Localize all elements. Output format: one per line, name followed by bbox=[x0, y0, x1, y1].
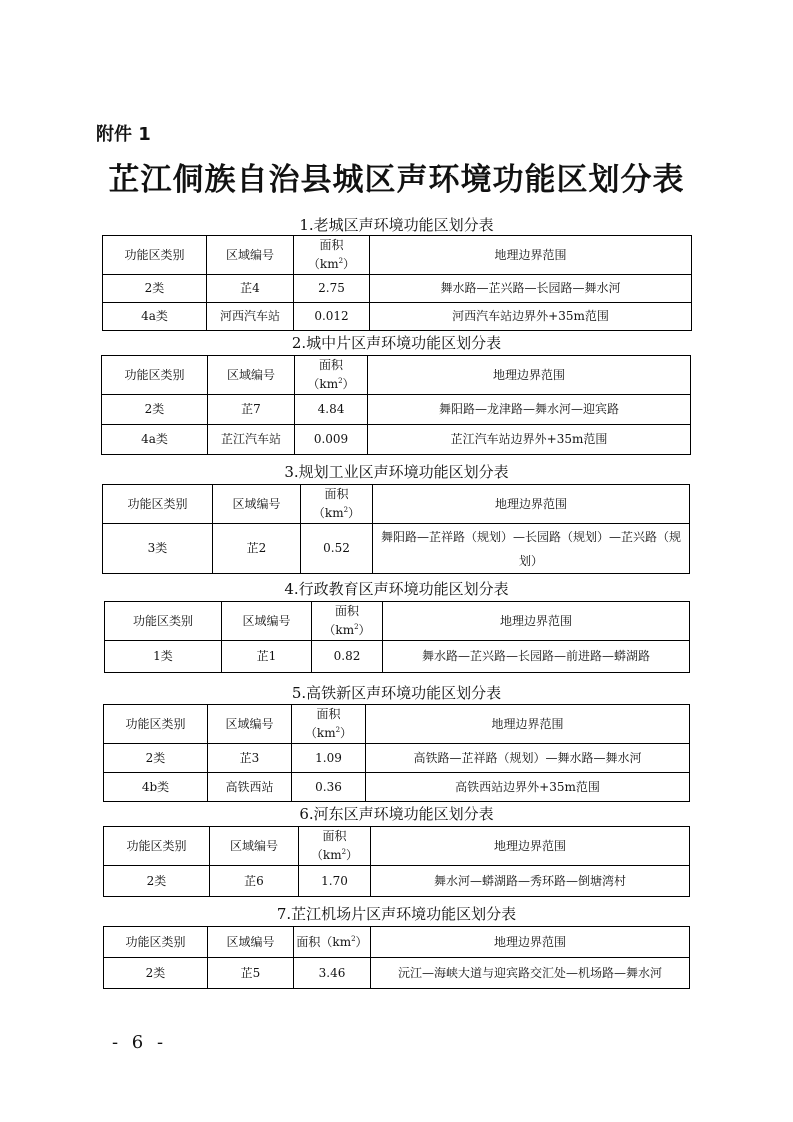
header-category: 功能区类别 bbox=[103, 236, 207, 275]
table-section-1 bbox=[102, 235, 692, 331]
header-area: 面积$(km^2)$ bbox=[295, 356, 368, 395]
table-row bbox=[104, 958, 690, 989]
cell-area: 0.009 bbox=[295, 425, 368, 455]
cell-category: 2类 bbox=[104, 958, 208, 989]
header-area: 面积$(km^2)$ bbox=[312, 602, 383, 641]
cell-boundary: 高铁西站边界外+35m范围 bbox=[366, 773, 690, 802]
table-section-7 bbox=[103, 926, 690, 989]
table-row bbox=[104, 773, 690, 802]
cell-area: 2.75 bbox=[294, 275, 370, 303]
header-category: 功能区类别 bbox=[103, 485, 213, 524]
table-row bbox=[103, 275, 692, 303]
section-title: 1.老城区声环境功能区划分表 bbox=[299, 216, 494, 234]
table-section-6 bbox=[103, 826, 690, 897]
section-title: 7.芷江机场片区声环境功能区划分表 bbox=[276, 905, 517, 923]
table-header-row bbox=[105, 602, 690, 641]
cell-zone-id: 芷3 bbox=[208, 744, 292, 773]
header-category: 功能区类别 bbox=[104, 927, 208, 958]
cell-area: 0.012 bbox=[294, 303, 370, 331]
header-zone-id: 区域编号 bbox=[208, 705, 292, 744]
header-category: 功能区类别 bbox=[104, 705, 208, 744]
table-section-2 bbox=[101, 355, 691, 455]
table-section-5 bbox=[103, 704, 690, 802]
header-zone-id: 区域编号 bbox=[208, 927, 294, 958]
cell-zone-id: 芷江汽车站 bbox=[208, 425, 295, 455]
header-category: 功能区类别 bbox=[105, 602, 222, 641]
cell-area: 0.52 bbox=[301, 524, 373, 574]
table-row bbox=[102, 425, 691, 455]
cell-area: 3.46 bbox=[294, 958, 371, 989]
cell-category: 3类 bbox=[103, 524, 213, 574]
cell-boundary: 舞水路—芷兴路—长园路—舞水河 bbox=[370, 275, 692, 303]
cell-boundary: 舞水路—芷兴路—长园路—前进路—蟒湖路 bbox=[383, 641, 690, 673]
cell-zone-id: 高铁西站 bbox=[208, 773, 292, 802]
cell-boundary: 沅江—海峡大道与迎宾路交汇处—机场路—舞水河 bbox=[371, 958, 690, 989]
header-boundary: 地理边界范围 bbox=[383, 602, 690, 641]
cell-category: 1类 bbox=[105, 641, 222, 673]
table-row bbox=[103, 303, 692, 331]
table-header-row bbox=[102, 356, 691, 395]
header-zone-id: 区域编号 bbox=[210, 827, 299, 866]
table-header-row bbox=[104, 927, 690, 958]
header-area: 面积$(km^2)$ bbox=[294, 927, 371, 958]
header-area: 面积$(km^2)$ bbox=[292, 705, 366, 744]
cell-boundary: 河西汽车站边界外+35m范围 bbox=[370, 303, 692, 331]
header-boundary: 地理边界范围 bbox=[370, 236, 692, 275]
cell-category: 2类 bbox=[104, 744, 208, 773]
section-title: 3.规划工业区声环境功能区划分表 bbox=[284, 463, 509, 481]
table-row bbox=[104, 866, 690, 897]
table-row bbox=[105, 641, 690, 673]
attachment-label: 附件 1 bbox=[96, 124, 151, 145]
cell-area: 0.82 bbox=[312, 641, 383, 673]
cell-zone-id: 芷7 bbox=[208, 395, 295, 425]
cell-area: 4.84 bbox=[295, 395, 368, 425]
cell-boundary: 舞阳路—龙津路—舞水河—迎宾路 bbox=[368, 395, 691, 425]
header-area: 面积$(km^2)$ bbox=[299, 827, 371, 866]
header-area: 面积$(km^2)$ bbox=[294, 236, 370, 275]
table-section-4 bbox=[104, 601, 690, 673]
cell-category: 4a类 bbox=[103, 303, 207, 331]
header-zone-id: 区域编号 bbox=[222, 602, 312, 641]
cell-category: 2类 bbox=[102, 395, 208, 425]
header-boundary: 地理边界范围 bbox=[371, 927, 690, 958]
cell-category: 2类 bbox=[103, 275, 207, 303]
section-title: 6.河东区声环境功能区划分表 bbox=[299, 805, 494, 823]
table-header-row bbox=[103, 485, 690, 524]
cell-zone-id: 芷2 bbox=[213, 524, 301, 574]
cell-zone-id: 芷1 bbox=[222, 641, 312, 673]
cell-zone-id: 芷6 bbox=[210, 866, 299, 897]
header-zone-id: 区域编号 bbox=[207, 236, 294, 275]
table-row bbox=[103, 524, 690, 574]
cell-area: 0.36 bbox=[292, 773, 366, 802]
cell-area: 1.09 bbox=[292, 744, 366, 773]
page-number: - 6 - bbox=[112, 1032, 168, 1053]
header-boundary: 地理边界范围 bbox=[368, 356, 691, 395]
header-category: 功能区类别 bbox=[104, 827, 210, 866]
cell-category: 2类 bbox=[104, 866, 210, 897]
cell-area: 1.70 bbox=[299, 866, 371, 897]
cell-category: 4b类 bbox=[104, 773, 208, 802]
table-header-row bbox=[104, 705, 690, 744]
cell-boundary: 舞阳路—芷祥路（规划）—长园路（规划）—芷兴路（规划） bbox=[373, 524, 690, 574]
cell-boundary: 芷江汽车站边界外+35m范围 bbox=[368, 425, 691, 455]
header-zone-id: 区域编号 bbox=[208, 356, 295, 395]
cell-zone-id: 芷5 bbox=[208, 958, 294, 989]
table-row bbox=[102, 395, 691, 425]
table-header-row bbox=[104, 827, 690, 866]
header-boundary: 地理边界范围 bbox=[371, 827, 690, 866]
table-section-3 bbox=[102, 484, 690, 574]
table-row bbox=[104, 744, 690, 773]
header-area: 面积$(km^2)$ bbox=[301, 485, 373, 524]
cell-zone-id: 河西汽车站 bbox=[207, 303, 294, 331]
header-category: 功能区类别 bbox=[102, 356, 208, 395]
cell-category: 4a类 bbox=[102, 425, 208, 455]
cell-boundary: 舞水河—蟒湖路—秀环路—倒塘湾村 bbox=[371, 866, 690, 897]
section-title: 2.城中片区声环境功能区划分表 bbox=[291, 334, 502, 352]
table-header-row bbox=[103, 236, 692, 275]
section-title: 5.高铁新区声环境功能区划分表 bbox=[291, 684, 502, 702]
header-boundary: 地理边界范围 bbox=[373, 485, 690, 524]
section-title: 4.行政教育区声环境功能区划分表 bbox=[284, 580, 509, 598]
header-boundary: 地理边界范围 bbox=[366, 705, 690, 744]
cell-zone-id: 芷4 bbox=[207, 275, 294, 303]
header-zone-id: 区域编号 bbox=[213, 485, 301, 524]
cell-boundary: 高铁路—芷祥路（规划）—舞水路—舞水河 bbox=[366, 744, 690, 773]
page-title: 芷江侗族自治县城区声环境功能区划分表 bbox=[108, 162, 685, 198]
